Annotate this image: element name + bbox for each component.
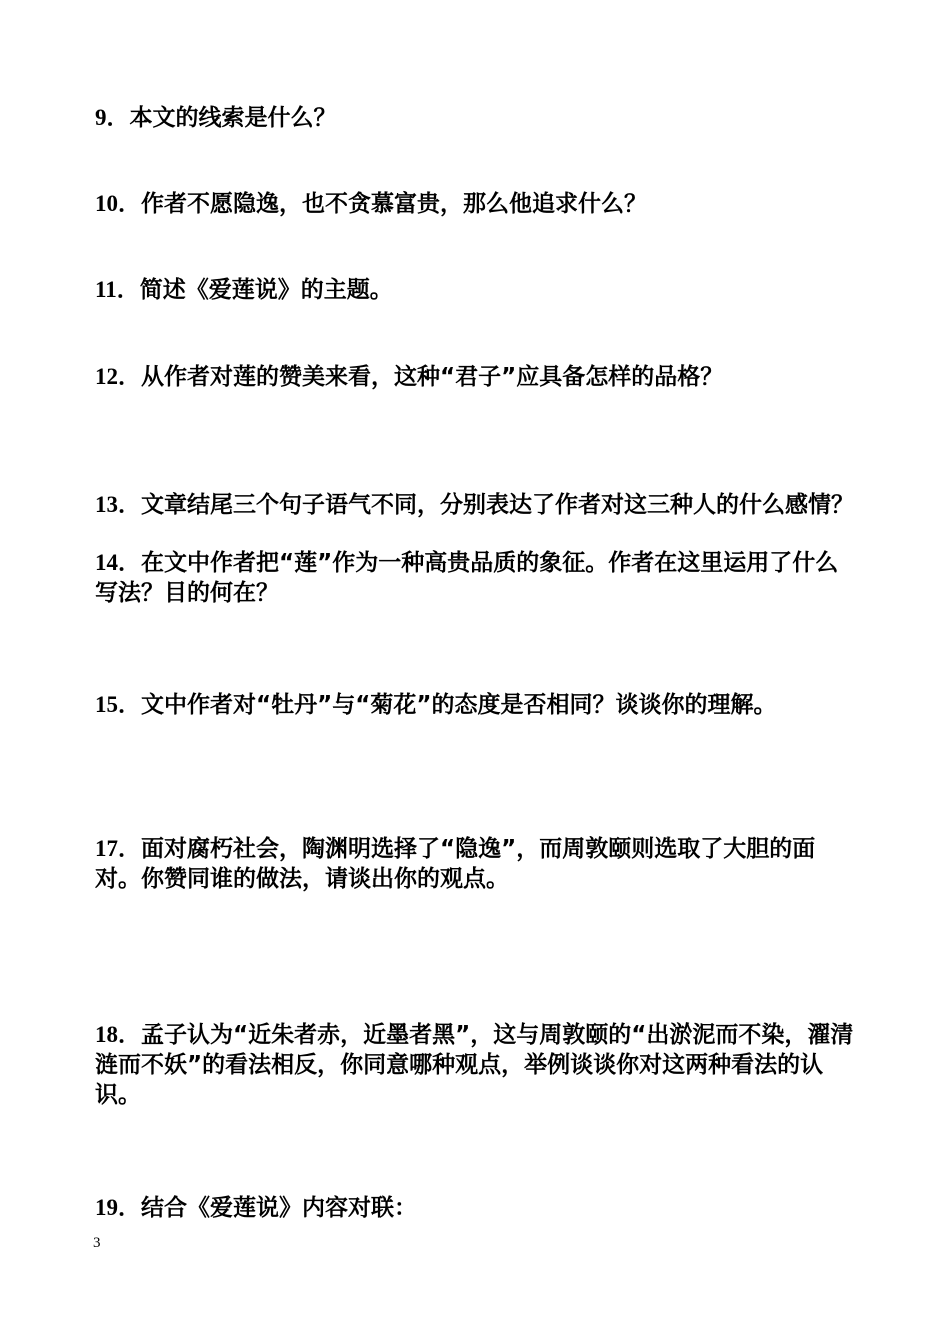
question-9 xyxy=(95,103,860,133)
question-text: 孟子认为“近朱者赤，近墨者黑”，这与周敦颐的“出淤泥而不染，濯清涟而不妖”的看法相反，你同意哪种观点，举例谈谈你对这两种看法的认识。 xyxy=(95,1022,854,1108)
question-text: 在文中作者把“莲”作为一种高贵品质的象征。作者在这里运用了什么写法？目的何在？ xyxy=(95,550,839,606)
page-number: 3 xyxy=(93,1235,101,1251)
question-text: 文章结尾三个句子语气不同，分别表达了作者对这三种人的什么感情？ xyxy=(141,492,854,518)
question-text: 简述《爱莲说》的主题。 xyxy=(139,277,393,303)
question-number: 10． xyxy=(95,191,141,216)
question-number: 15． xyxy=(95,692,141,717)
question-14 xyxy=(95,548,860,608)
question-19 xyxy=(95,1193,860,1223)
question-number: 14． xyxy=(95,550,141,575)
question-11 xyxy=(95,275,860,305)
question-10 xyxy=(95,189,860,219)
question-12 xyxy=(95,362,860,392)
question-number: 9． xyxy=(95,105,130,130)
question-text: 面对腐朽社会，陶渊明选择了“隐逸”，而周敦颐则选取了大胆的面对。你赞同谁的做法，请谈出你的观点。 xyxy=(95,836,816,892)
question-13 xyxy=(95,490,860,520)
question-15 xyxy=(95,690,860,720)
question-18 xyxy=(95,1020,860,1110)
question-text: 本文的线索是什么？ xyxy=(129,105,337,131)
question-number: 12． xyxy=(95,364,141,389)
question-text: 从作者对莲的赞美来看，这种“君子”应具备怎样的品格？ xyxy=(141,364,724,390)
question-text: 结合《爱莲说》内容对联： xyxy=(141,1195,417,1221)
question-number: 13． xyxy=(95,492,141,517)
question-number: 11． xyxy=(95,277,140,302)
question-17 xyxy=(95,834,860,894)
question-number: 19． xyxy=(95,1195,141,1220)
question-number: 18． xyxy=(95,1022,141,1047)
question-text: 文中作者对“牡丹”与“菊花”的态度是否相同？谈谈你的理解。 xyxy=(141,692,777,718)
question-number: 17． xyxy=(95,836,141,861)
question-text: 作者不愿隐逸，也不贪慕富贵，那么他追求什么？ xyxy=(141,191,647,217)
